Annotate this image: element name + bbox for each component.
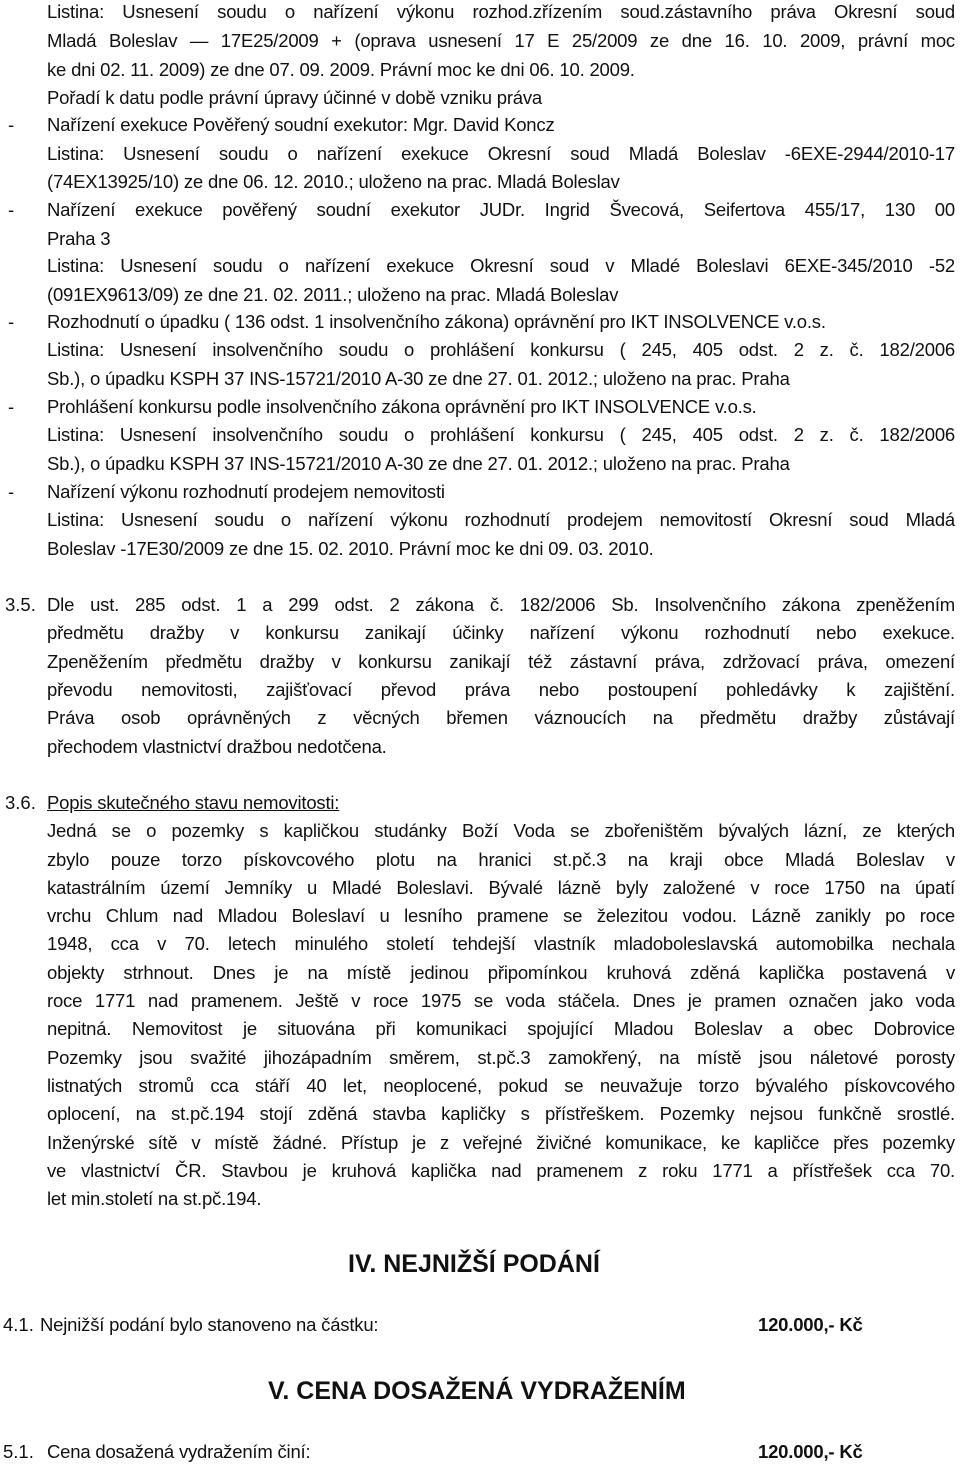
item-value: 120.000,- Kč	[758, 1441, 863, 1462]
paragraph-line: roce 1771 nad pramenem. Ještě v roce 1975 se voda stáčela. Dnes je pramen označen jako voda	[47, 990, 955, 1011]
list-item-line: Sb.), o úpadku KSPH 37 INS-15721/2010 A-30 ze dne 27. 01. 2012.; uloženo na prac. Praha	[47, 368, 790, 389]
item-label: Cena dosažená vydražením činí:	[47, 1441, 311, 1462]
paragraph-line: let min.století na st.pč.194.	[47, 1188, 262, 1209]
list-item-line: Sb.), o úpadku KSPH 37 INS-15721/2010 A-30 ze dne 27. 01. 2012.; uloženo na prac. Praha	[47, 453, 790, 474]
paragraph-line: předmětu dražby v konkursu zanikají účinky nařízení výkonu rozhodnutí nebo exekuce.	[47, 622, 955, 643]
paragraph-line: katastrálním území Jemníky u Mladé Boleslavi. Bývalé lázně byly založené v roce 1750 na úpatí	[47, 877, 955, 898]
list-item-line: Praha 3	[47, 228, 111, 249]
list-item-line: Listina: Usnesení soudu o nařízení exekuce Okresní soud v Mladé Boleslavi 6EXE-345/2010 -52	[47, 255, 955, 276]
list-item-line: Nařízení exekuce pověřený soudní exekutor JUDr. Ingrid Švecová, Seifertova 455/17, 130 00	[47, 199, 955, 220]
item-label: Nejnižší podání bylo stanoveno na částku:	[40, 1314, 379, 1335]
paragraph-line: přechodem vlastnictví dražbou nedotčena.	[47, 736, 387, 757]
item-number: 5.1.	[3, 1441, 34, 1462]
list-dash: -	[8, 396, 15, 417]
paragraph-line: převodu nemovitosti, zajišťovací převod práva nebo postoupení pohledávky k zajištění.	[47, 679, 955, 700]
section-title: V. CENA DOSAŽENÁ VYDRAŽENÍM	[268, 1377, 686, 1405]
section-heading: Popis skutečného stavu nemovitosti:	[47, 792, 340, 813]
section-title: IV. NEJNIŽŠÍ PODÁNÍ	[348, 1250, 600, 1278]
text-line: Pořadí k datu podle právní úpravy účinné v době vzniku práva	[47, 87, 543, 108]
list-item-line: Rozhodnutí o úpadku ( 136 odst. 1 insolvenčního zákona) oprávnění pro IKT INSOLVENCE v.o.s.	[47, 311, 826, 332]
paragraph-line: objekty strhnout. Dnes je na místě jedinou připomínkou kruhová zděná kaplička postavená v	[47, 962, 955, 983]
text-line: Mladá Boleslav — 17E25/2009 + (oprava usnesení 17 E 25/2009 ze dne 16. 10. 2009, právní moc	[47, 30, 955, 51]
item-number: 4.1.	[3, 1314, 34, 1335]
paragraph-line: Jedná se o pozemky s kapličkou studánky Boží Voda se zbořeništěm bývalých lázní, ze kterých	[47, 820, 955, 841]
list-dash: -	[8, 199, 15, 220]
list-item-line: Nařízení exekuce Pověřený soudní exekutor: Mgr. David Koncz	[47, 114, 555, 135]
list-dash: -	[8, 311, 15, 332]
section-number: 3.6.	[5, 792, 36, 813]
paragraph-line: Dle ust. 285 odst. 1 a 299 odst. 2 zákona č. 182/2006 Sb. Insolvenčního zákona zpeněžením	[47, 594, 955, 615]
paragraph-line: listnatých stromů cca stáří 40 let, neoplocené, pokud se neuvažuje torzo bývalého pískovcového	[47, 1075, 955, 1096]
list-item-line: (74EX13925/10) ze dne 06. 12. 2010.; uloženo na prac. Mladá Boleslav	[47, 171, 620, 192]
paragraph-line: Zpeněžením předmětu dražby v konkursu zanikají též zástavní práva, zdržovací práva, omezení	[47, 651, 955, 672]
paragraph-line: vrchu Chlum nad Mladou Boleslaví u lesního pramene se železitou vodou. Lázně zanikly po roce	[47, 905, 955, 926]
list-item-line: Listina: Usnesení insolvenčního soudu o prohlášení konkursu ( 245, 405 odst. 2 z. č. 182/2006	[47, 424, 955, 445]
list-dash: -	[8, 114, 15, 135]
list-item-line: Boleslav -17E30/2009 ze dne 15. 02. 2010. Právní moc ke dni 09. 03. 2010.	[47, 538, 654, 559]
list-item-line: Listina: Usnesení insolvenčního soudu o prohlášení konkursu ( 245, 405 odst. 2 z. č. 182/2006	[47, 339, 955, 360]
paragraph-line: ve vlastnictví ČR. Stavbou je kruhová kaplička nad pramenem z roku 1771 a přístřešek cca 70.	[47, 1160, 955, 1181]
list-item-line: Listina: Usnesení soudu o nařízení výkonu rozhodnutí prodejem nemovitostí Okresní soud Mladá	[47, 509, 955, 530]
item-value: 120.000,- Kč	[758, 1314, 863, 1335]
section-number: 3.5.	[5, 594, 36, 615]
paragraph-line: zbylo pouze torzo pískovcového plotu na hranici st.pč.3 na kraji obce Mladá Boleslav v	[47, 849, 955, 870]
list-item-line: Prohlášení konkursu podle insolvenčního zákona oprávnění pro IKT INSOLVENCE v.o.s.	[47, 396, 757, 417]
list-item-line: (091EX9613/09) ze dne 21. 02. 2011.; uloženo na prac. Mladá Boleslav	[47, 284, 619, 305]
text-line: ke dni 02. 11. 2009) ze dne 07. 09. 2009. Právní moc ke dni 06. 10. 2009.	[47, 59, 635, 80]
paragraph-line: Inženýrské sítě v místě žádné. Přístup je z veřejné živičné komunikace, ke kapličce přes pozemky	[47, 1132, 955, 1153]
list-item-line: Nařízení výkonu rozhodnutí prodejem nemovitosti	[47, 481, 445, 502]
paragraph-line: Pozemky jsou svažité jihozápadním směrem, st.pč.3 zamokřený, na místě jsou náletové porosty	[47, 1047, 955, 1068]
paragraph-line: Práva osob oprávněných z věcných břemen váznoucích na předmětu dražby zůstávají	[47, 707, 955, 728]
paragraph-line: 1948, cca v 70. letech minulého století tehdejší vlastník mladoboleslavská automobilka nechala	[47, 933, 955, 954]
list-item-line: Listina: Usnesení soudu o nařízení exekuce Okresní soud Mladá Boleslav -6EXE-2944/2010-17	[47, 143, 955, 164]
paragraph-line: oplocení, na st.pč.194 stojí zděná stavba kapličky s přístřeškem. Pozemky nejsou funkčně srostlé.	[47, 1103, 955, 1124]
list-dash: -	[8, 481, 15, 502]
text-line: Listina: Usnesení soudu o nařízení výkonu rozhod.zřízením soud.zástavního práva Okresní soud	[47, 1, 955, 22]
paragraph-line: nepitná. Nemovitost je situována při komunikaci spojující Mladou Boleslav a obec Dobrovice	[47, 1018, 955, 1039]
